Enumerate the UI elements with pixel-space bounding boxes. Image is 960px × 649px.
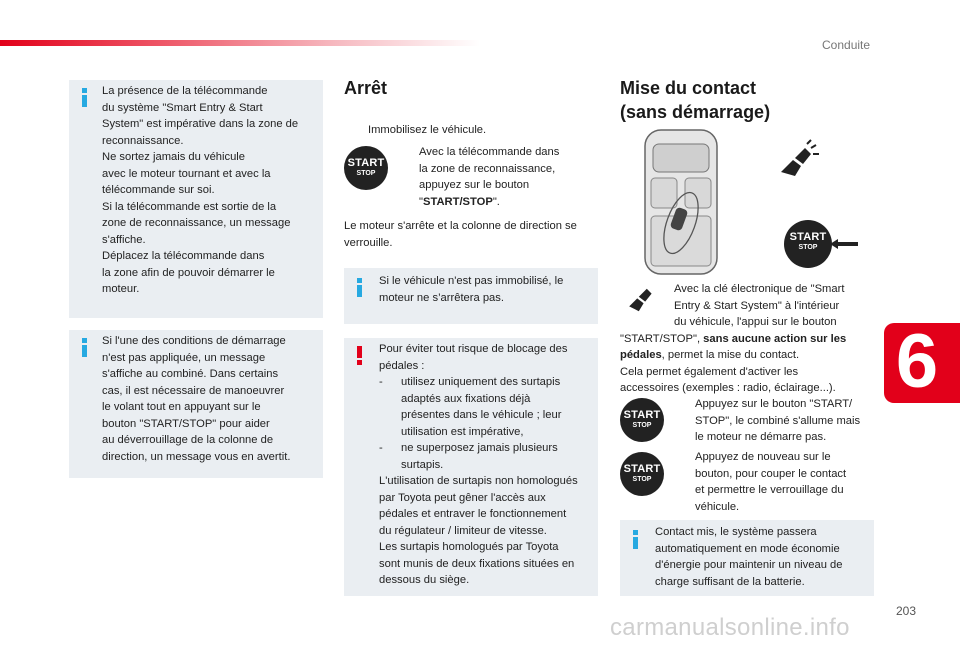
info-box-not-immobilized	[344, 268, 598, 324]
text-line: pédales :	[379, 359, 425, 372]
text-line: Pour éviter tout risque de blocage des	[379, 343, 568, 355]
text-line: Si le véhicule n'est pas immobilisé, le	[379, 275, 564, 287]
press-arrow-icon	[830, 238, 858, 250]
text-line: cas, il est nécessaire de manoeuvrer	[102, 384, 285, 397]
text-line: automatiquement en mode économie	[655, 542, 840, 555]
start-stop-button-icon: START STOP	[620, 398, 664, 442]
info-icon	[357, 278, 362, 297]
header-accent-bar	[0, 40, 480, 46]
step-ignition-off	[695, 449, 875, 515]
text-line: accessoires (exemples : radio, éclairage...).	[620, 382, 836, 394]
text-line: et permettre le verrouillage du	[695, 484, 844, 496]
vehicle-top-view-illustration	[641, 128, 721, 276]
text-line: Entry & Start System" à l'intérieur	[674, 299, 840, 312]
text-line: Cela permet également d'activer les	[620, 365, 799, 378]
step-ignition-on	[695, 396, 877, 446]
text-line: le moteur ne démarre pas.	[695, 431, 827, 443]
dash-list-line: adaptés aux fixations déjà	[401, 392, 531, 405]
dash-list-line: surtapis.	[401, 458, 444, 471]
text-line: moteur.	[102, 283, 140, 295]
text-line: dessous du siège.	[379, 574, 470, 586]
text-line: sont munis de deux fixations situées en	[379, 557, 575, 570]
text-line: d'énergie pour maintenir un niveau de	[655, 559, 843, 571]
info-text	[102, 333, 320, 465]
text-line: s'affiche.	[102, 233, 146, 246]
dash-list-line: - utilisez uniquement des surtapis	[379, 374, 595, 391]
dash-marker: -	[379, 442, 383, 454]
chapter-tab	[884, 319, 960, 404]
info-box-energy-saving	[620, 520, 874, 596]
text-line: verrouille.	[344, 236, 393, 249]
text-line: Avec la télécommande dans	[419, 146, 560, 158]
text-line: direction, un message vous en avertit.	[102, 450, 291, 463]
text-line: du véhicule, l'appui sur le bouton	[674, 316, 837, 328]
chapter-number: 6	[895, 319, 939, 404]
text-line: bouton "START/STOP" pour aider	[102, 417, 270, 430]
info-icon	[82, 338, 87, 357]
info-box-start-conditions	[69, 330, 323, 478]
watermark: carmanualsonline.info	[610, 614, 850, 641]
dash-marker: -	[379, 376, 383, 388]
text-line: la zone afin de pouvoir démarrer le	[102, 266, 275, 279]
text-line: par Toyota peut gêner l'accès aux	[379, 491, 546, 504]
page-number: 203	[896, 604, 917, 618]
text-line: Appuyez sur le bouton "START/	[695, 398, 853, 410]
text-line: appuyez sur le bouton	[419, 179, 530, 191]
text-line: moteur ne s’arrêtera pas.	[379, 291, 504, 304]
dash-list-line: présentes dans le véhicule ; leur	[401, 409, 562, 421]
warning-box-floor-mats	[344, 338, 598, 596]
text-line: Déplacez la télécommande dans	[102, 250, 265, 262]
dash-list-line: utilisation est impérative,	[401, 425, 524, 438]
text-line: bouton, pour couper le contact	[695, 467, 847, 480]
contact-description: Avec la clé électronique de "Smart Entry & Start System" à l'intérieur du véhicule, l'appui sur le bouton "START/STOP", sans aucune action sur les pédales, permet la mise du contact. Cela permet également d'activer les accessoires (exemples : radio, éclairage...).	[620, 281, 876, 397]
info-box-remote-presence	[69, 80, 323, 318]
text-line: Appuyez de nouveau sur le	[695, 451, 831, 463]
text-line: Avec la clé électronique de "Smart	[674, 283, 845, 295]
text-line: la zone de reconnaissance,	[419, 162, 556, 175]
text-line: pédales et entraver le fonctionnement	[379, 508, 567, 520]
stop-result-text	[344, 218, 604, 251]
text-line: télécommande sur soi.	[102, 184, 215, 196]
info-text	[102, 83, 318, 298]
info-text	[379, 273, 591, 306]
text-line: Le moteur s'arrête et la colonne de direction se	[344, 220, 577, 232]
text-line: véhicule.	[695, 500, 740, 513]
step-press-start-stop: Avec la télécommande dans la zone de reconnaissance, appuyez sur le bouton "START/STOP".	[419, 144, 589, 210]
text-line: avec le moteur tournant et avec la	[102, 167, 271, 180]
text-line: du système "Smart Entry & Start	[102, 101, 263, 114]
text-line: du régulateur / limiteur de vitesse.	[379, 524, 547, 537]
start-stop-button-icon: START STOP	[784, 220, 832, 268]
text-line: Contact mis, le système passera	[655, 526, 817, 538]
text-line: le volant tout en appuyant sur le	[102, 401, 261, 413]
hand-key-icon	[775, 136, 823, 184]
info-icon	[82, 88, 87, 107]
text-line: reconnaissance.	[102, 134, 184, 147]
warning-text	[379, 341, 595, 589]
info-text	[655, 524, 869, 590]
text-line: s'affiche au combiné. Dans certains	[102, 368, 279, 380]
text-line: au déverrouillage de la colonne de	[102, 434, 274, 446]
section-title-arret: Arrêt	[344, 78, 388, 98]
start-stop-button-icon: START STOP	[344, 146, 388, 190]
info-icon	[633, 530, 638, 549]
text-line: System" est impérative dans la zone de	[102, 118, 299, 130]
step-immobilize: Immobilisez le véhicule.	[368, 124, 487, 136]
text-line: Les surtapis homologués par Toyota	[379, 541, 559, 553]
text-line: L'utilisation de surtapis non homologués	[379, 475, 578, 487]
chapter-title: Conduite	[822, 38, 871, 52]
text-line: zone de reconnaissance, un message	[102, 217, 291, 229]
text-line: charge suffisant de la batterie.	[655, 575, 805, 588]
text-line: Ne sortez jamais du véhicule	[102, 151, 246, 163]
dash-list-line: - ne superposez jamais plusieurs	[379, 440, 595, 457]
text-line: Si l'une des conditions de démarrage	[102, 335, 286, 347]
text-line: n'est pas appliquée, un message	[102, 351, 266, 364]
text-line: Si la télécommande est sortie de la	[102, 200, 277, 213]
warning-icon	[357, 346, 362, 365]
text-line: La présence de la télécommande	[102, 85, 268, 97]
section-title-contact: Mise du contact (sans démarrage)	[620, 78, 771, 122]
text-line: STOP", le combiné s'allume mais	[695, 414, 861, 427]
start-stop-button-icon: START STOP	[620, 452, 664, 496]
